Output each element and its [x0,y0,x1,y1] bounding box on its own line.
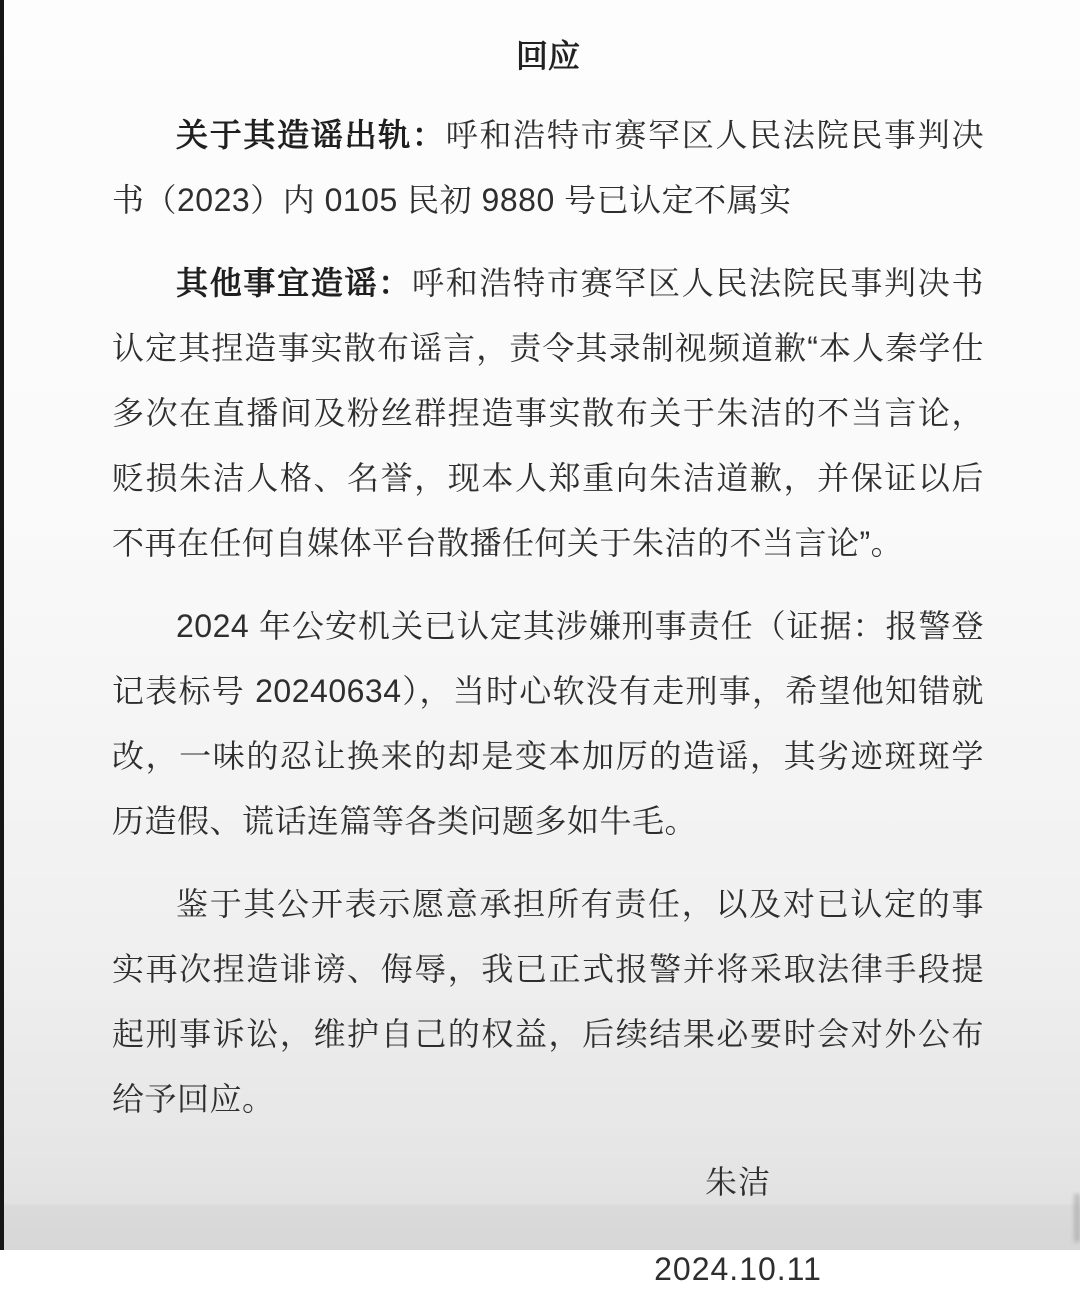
paragraph-other-rumors [112,251,984,576]
paragraph-legal-action [112,872,984,1132]
paragraph-body: 呼和浩特市赛罕区人民法院民事判决书认定其捏造事实散布谣言，责令其录制视频道歉“本人秦学仕多次在直播间及粉丝群捏造事实散布关于朱洁的不当言论，贬损朱洁人格、名誉，现本人郑重向朱洁道歉，并保证以后不再在任何自媒体平台散播任何关于朱洁的不当言论”。 [112,265,984,561]
paragraph-lead: 其他事宜造谣： [176,265,413,301]
paragraph-body: 鉴于其公开表示愿意承担所有责任，以及对已认定的事实再次捏造诽谤、侮辱，我已正式报警并将采取法律手段提起刑事诉讼，维护自己的权益，后续结果必要时会对外公布给予回应。 [112,886,984,1117]
left-edge-strip [0,0,4,1250]
signature-name: 朱洁 [704,1164,771,1200]
statement-document [112,0,984,1302]
document-title: 回应 [515,38,580,74]
paragraph-criminal-liability [112,594,984,854]
paragraph-body: 2024 年公安机关已认定其涉嫌刑事责任（证据：报警登记表标号 20240634），当时心软没有走刑事，希望他知错就改，一味的忍让换来的却是变本加厉的造谣，其劣迹斑斑学历造假、谎话连篇等各类问题多如牛毛。 [112,608,984,839]
paragraph-lead: 关于其造谣出轨： [176,117,446,153]
right-edge-artifact [1074,1194,1080,1242]
paragraph-rumor-affair [112,103,984,233]
paragraph-body: 呼和浩特市赛罕区人民法院民事判决书（2023）内 0105 民初 9880 号已认定不属实 [112,117,984,218]
signature-date: 2024.10.11 [654,1251,822,1287]
